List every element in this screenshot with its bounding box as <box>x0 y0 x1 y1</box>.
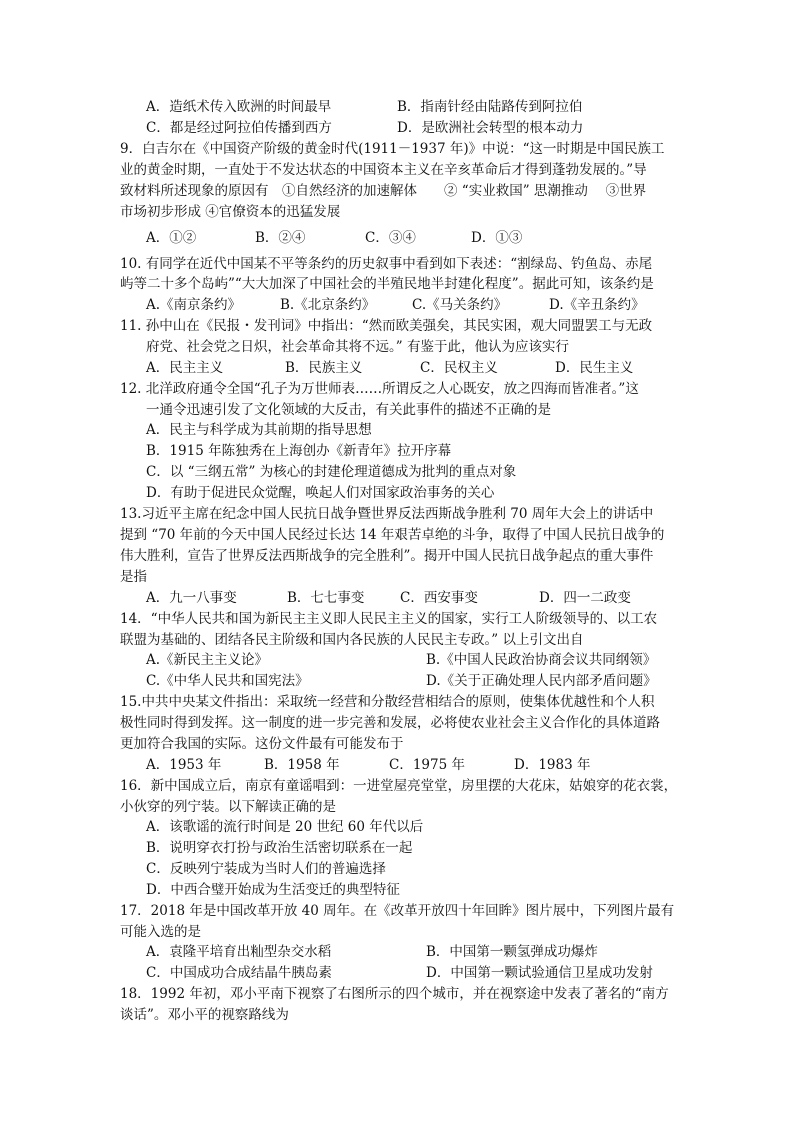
q13-option-a: A．九一八事变 <box>146 590 237 606</box>
q12-option-a: A．民主与科学成为其前期的指导思想 <box>146 422 372 438</box>
q15-option-d: D．1983 年 <box>514 757 591 773</box>
q15-option-c: C．1975 年 <box>389 757 465 773</box>
q8-option-b: B．指南针经由陆路传到阿拉伯 <box>397 99 583 115</box>
q14-option-c: C.《中华人民共和国宪法》 <box>146 673 309 689</box>
q11-option-b: B．民族主义 <box>285 360 363 376</box>
q13-stem-line: 13.习近平主席在纪念中国人民抗日战争暨世界反法西斯战争胜利 70 周年大会上的讲话中 <box>120 506 654 522</box>
q9-stem-line: 9．白吉尔在《中国资产阶级的黄金时代(1911－1937 年)》中说：“这一时期是中国民族工 <box>120 141 665 157</box>
q10-option-a: A.《南京条约》 <box>146 297 242 313</box>
q11-option-d: D．民生主义 <box>555 360 634 376</box>
q8-option-d: D．是欧洲社会转型的根本动力 <box>397 120 584 136</box>
q9-stem-line: 致材料所述现象的原因有 ①自然经济的加速解体 ② “实业救国” 思潮推动 ③世界 <box>120 183 647 199</box>
q18-stem-line: 谈话”。邓小平的视察路线为 <box>120 1007 289 1023</box>
q15-stem-line: 15.中共中央某文件指出：采取统一经营和分散经营相结合的原则，使集体优越性和个人积 <box>120 694 655 710</box>
q12-stem-line: 12. 北洋政府通令全国“孔子为万世师表……所谓反之人心既安，放之四海而皆准者。”这 <box>120 381 639 397</box>
q17-option-c: C．中国成功合成结晶牛胰岛素 <box>146 965 332 981</box>
q15-stem-line: 更加符合我国的实际。这份文件最有可能发布于 <box>120 736 404 752</box>
q15-option-a: A．1953 年 <box>146 757 222 773</box>
q17-option-d: D．中国第一颗试验通信卫星成功发射 <box>426 965 653 981</box>
q10-option-b: B.《北京条约》 <box>280 297 376 313</box>
q10-stem-line: 屿等二十多个岛屿”“大大加深了中国社会的半殖民地半封建化程度”。据此可知，该条约是 <box>120 276 654 292</box>
q16-stem-line: 小伙穿的列宁装。以下解读正确的是 <box>120 799 336 815</box>
q13-stem-line: 是指 <box>120 569 147 585</box>
q8-option-a: A．造纸术传入欧洲的时间最早 <box>146 99 332 115</box>
q16-option-d: D．中西合璧开始成为生活变迁的典型特征 <box>146 882 400 898</box>
q11-stem-line: 11. 孙中山在《民报・发刊词》中指出：“然而欧美强矣，其民实困，观大同盟罢工与无政 <box>120 318 653 334</box>
q13-option-b: B．七七事变 <box>287 590 365 606</box>
q14-option-b: B.《中国人民政治协商会议共同纲领》 <box>426 652 657 668</box>
q11-option-c: C．民权主义 <box>420 360 498 376</box>
q16-stem-line: 16．新中国成立后，南京有童谣唱到：一进堂屋亮堂堂，房里摆的大花床，姑娘穿的花衣裳， <box>120 778 678 794</box>
q15-option-b: B．1958 年 <box>264 757 340 773</box>
q9-option-d: D．①③ <box>471 230 523 246</box>
q13-option-d: D．四一二政变 <box>539 590 631 606</box>
q17-option-a: A．袁隆平培育出籼型杂交水稻 <box>146 944 332 960</box>
q13-stem-line: 提到 “70 年前的今天中国人民经过长达 14 年艰苦卓绝的斗争，取得了中国人民抗日战争的 <box>120 527 665 543</box>
q9-option-c: C．③④ <box>365 230 416 246</box>
q11-option-a: A．民主主义 <box>146 360 224 376</box>
q10-option-c: C.《马关条约》 <box>412 297 508 313</box>
q10-option-d: D.《辛丑条约》 <box>549 297 645 313</box>
q13-option-c: C．西安事变 <box>400 590 478 606</box>
q13-stem-line: 伟大胜利，宣告了世界反法西斯战争的完全胜利”。揭开中国人民抗日战争起点的重大事件 <box>120 548 654 564</box>
q9-stem-line: 市场初步形成 ④官僚资本的迅猛发展 <box>120 204 341 220</box>
q18-stem-line: 18．1992 年初，邓小平南下视察了右图所示的四个城市，并在视察途中发表了著名的“南方 <box>120 986 669 1002</box>
q17-stem-line: 17．2018 年是中国改革开放 40 周年。在《改革开放四十年回眸》图片展中，下列图片最有 <box>120 903 675 919</box>
q8-option-c: C．都是经过阿拉伯传播到西方 <box>146 120 332 136</box>
q12-option-c: C．以 “三纲五常” 为核心的封建伦理道德成为批判的重点对象 <box>146 464 517 480</box>
q12-option-b: B．1915 年陈独秀在上海创办《新青年》拉开序幕 <box>146 443 452 459</box>
q15-stem-line: 极性同时得到发挥。这一制度的进一步完善和发展，必将使农业社会主义合作化的具体道路 <box>120 715 660 731</box>
q16-option-a: A．该歌谣的流行时间是 20 世纪 60 年代以后 <box>146 819 424 835</box>
q9-option-b: B．②④ <box>255 230 306 246</box>
q14-stem-line: 14．“中华人民共和国为新民主主义即人民民主主义的国家，实行工人阶级领导的、以工农 <box>120 611 658 627</box>
q11-stem-line: 府党、社会党之日炽，社会革命其将不远。” 有鉴于此，他认为应该实行 <box>146 339 569 355</box>
q14-option-d: D.《关于正确处理人民内部矛盾问题》 <box>426 673 657 689</box>
q17-stem-line: 可能入选的是 <box>120 924 201 940</box>
q12-stem-line: 一通令迅速引发了文化领域的大反击，有关此事件的描述不正确的是 <box>146 402 551 418</box>
q10-stem-line: 10. 有同学在近代中国某不平等条约的历史叙事中看到如下表述：“割绿岛、钓鱼岛、赤尾 <box>120 256 653 272</box>
q17-option-b: B．中国第一颗氢弹成功爆炸 <box>426 944 598 960</box>
q9-stem-line: 业的黄金时期，一直处于不发达状态的中国资本主义在辛亥革命后才得到蓬勃发展的。”导 <box>120 162 647 178</box>
q14-stem-line: 联盟为基础的、团结各民主阶级和国内各民族的人民民主专政。” 以上引文出自 <box>120 632 584 648</box>
q12-option-d: D．有助于促进民众觉醒，唤起人们对国家政治事务的关心 <box>146 485 495 501</box>
q9-option-a: A．①② <box>146 230 197 246</box>
q14-option-a: A.《新民主主义论》 <box>146 652 269 668</box>
q16-option-c: C．反映列宁装成为当时人们的普遍选择 <box>146 861 386 877</box>
q16-option-b: B．说明穿衣打扮与政治生活密切联系在一起 <box>146 840 413 856</box>
